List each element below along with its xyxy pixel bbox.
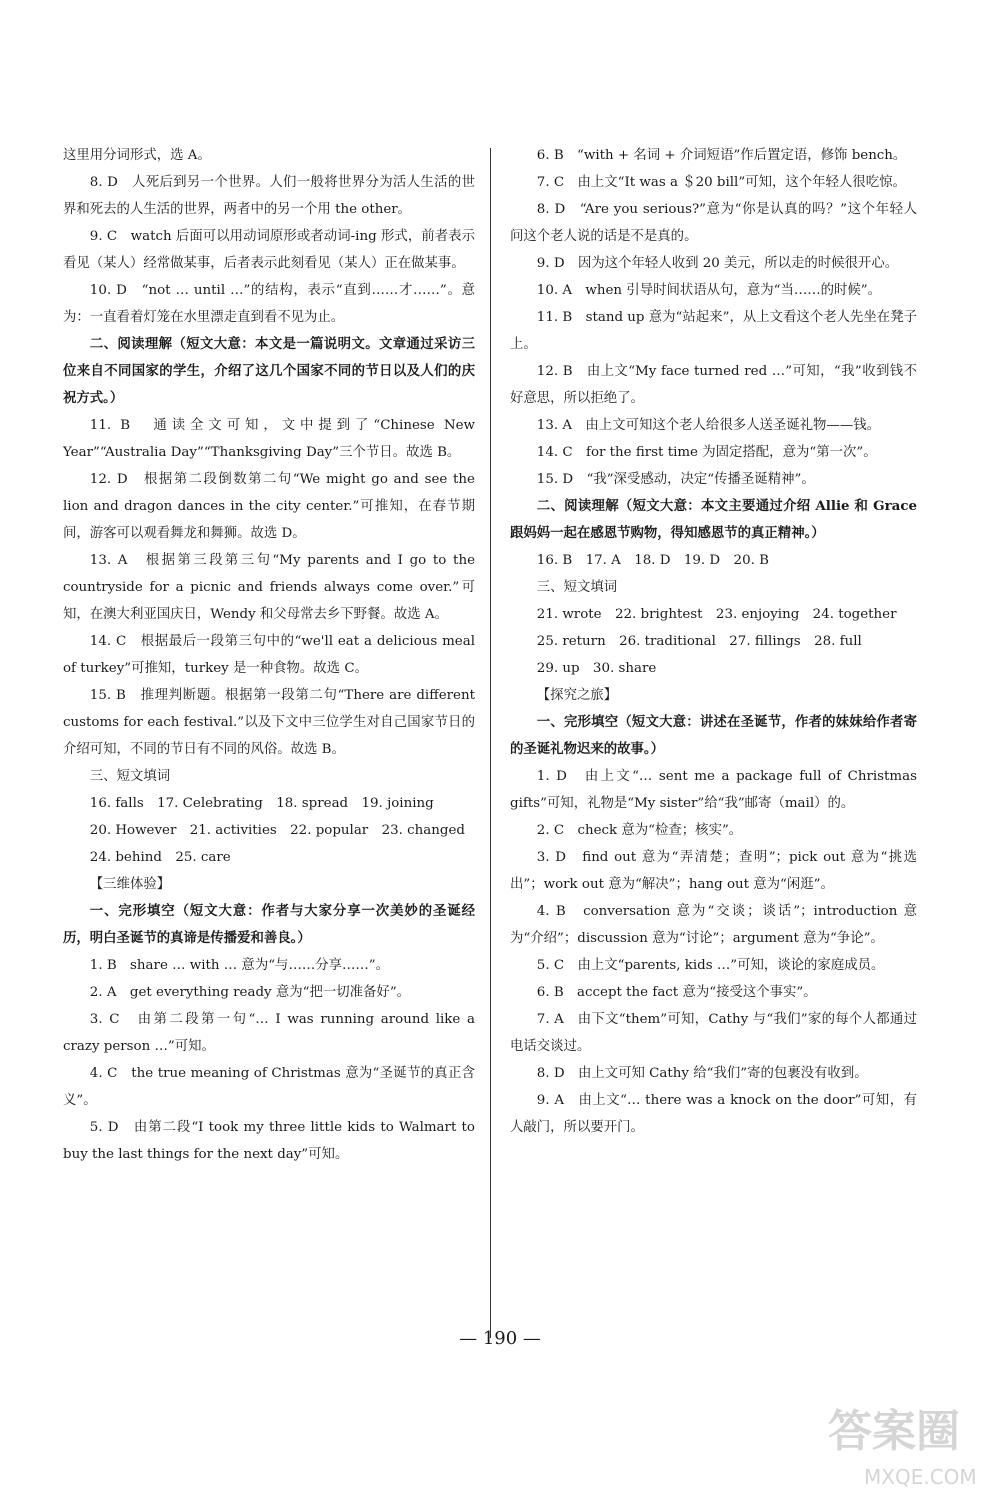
answer-paragraph: 一、完形填空（短文大意：作者与大家分享一次美妙的圣诞经历，明白圣诞节的真谛是传播爱和善良。） xyxy=(63,903,475,946)
answer-paragraph: 12. D 根据第二段倒数第二句“We might go and see the lion and dragon dances in the city center.”可推知，在春节期间，游客可以观看舞龙和舞狮。故选 D。 xyxy=(63,472,475,541)
answer-paragraph: 9. C watch 后面可以用动词原形或者动词-ing 形式，前者表示看见（某人）经常做某事，后者表示此刻看见（某人）正在做某事。 xyxy=(63,229,475,271)
answer-paragraph: 15. D “我”深受感动，决定“传播圣诞精神”。 xyxy=(536,472,815,487)
answer-paragraph: 7. A 由下文“them”可知，Cathy 与“我们”家的每个人都通过电话交谈过。 xyxy=(510,1012,917,1054)
answer-paragraph: 6. B accept the fact 意为“接受这个事实”。 xyxy=(536,985,817,1000)
answer-paragraph: 6. B “with + 名词 + 介词短语”作后置定语，修饰 bench。 xyxy=(536,148,907,163)
right-column xyxy=(510,142,917,1141)
answer-paragraph: 1. B share … with … 意为“与……分享……”。 xyxy=(89,958,390,973)
answer-paragraph: 11. B 通读全文可知，文中提到了“Chinese New Year”“Australia Day”“Thanksgiving Day”三个节日。故选 B。 xyxy=(63,418,475,460)
answer-paragraph: 14. C for the first time 为固定搭配，意为“第一次”。 xyxy=(536,445,877,460)
answer-paragraph: 5. D 由第二段“I took my three little kids to Walmart to buy the last things for the next day”可知。 xyxy=(63,1120,475,1162)
page-number: — 190 — xyxy=(459,1328,541,1349)
answer-paragraph: 12. B 由上文“My face turned red …”可知，“我”收到钱不好意思，所以拒绝了。 xyxy=(510,364,917,406)
answer-paragraph: 10. D “not … until …”的结构，表示“直到……才……”。意为：一直看着灯笼在水里漂走直到看不见为止。 xyxy=(63,283,475,325)
answer-paragraph: 20. However 21. activities 22. popular 23. changed xyxy=(89,823,465,838)
answer-paragraph: 三、短文填词 xyxy=(536,580,618,595)
watermark-title: 答案圈 xyxy=(828,1406,960,1457)
left-column xyxy=(63,142,475,1168)
answer-paragraph: 二、阅读理解（短文大意：本文主要通过介绍 Allie 和 Grace 跟妈妈一起在感恩节购物，得知感恩节的真正精神。） xyxy=(510,498,917,541)
answer-paragraph: 11. B stand up 意为“站起来”，从上文看这个老人先坐在凳子上。 xyxy=(510,310,917,352)
answer-paragraph: 【三维体验】 xyxy=(89,877,171,892)
watermark-logo xyxy=(822,1384,992,1494)
answer-paragraph: 14. C 根据最后一段第三句中的“we'll eat a delicious meal of turkey”可推知，turkey 是一种食物。故选 C。 xyxy=(63,634,475,676)
answer-paragraph: 5. C 由上文“parents, kids …”可知，谈论的家庭成员。 xyxy=(536,958,885,973)
answer-paragraph: 13. A 由上文可知这个老人给很多人送圣诞礼物——钱。 xyxy=(536,418,881,433)
answer-paragraph: 9. D 因为这个年轻人收到 20 美元，所以走的时候很开心。 xyxy=(536,256,899,271)
answer-paragraph: 1. D 由上文“… sent me a package full of Christmas gifts”可知，礼物是“My sister”给“我”邮寄（mail）的。 xyxy=(510,769,917,811)
answer-paragraph: 2. C check 意为“检查；核实”。 xyxy=(536,823,743,838)
answer-paragraph: 25. return 26. traditional 27. fillings 28. full xyxy=(536,634,862,649)
answer-paragraph: 21. wrote 22. brightest 23. enjoying 24. together xyxy=(536,607,897,622)
answer-paragraph: 二、阅读理解（短文大意：本文是一篇说明文。文章通过采访三位来自不同国家的学生，介绍了这几个国家不同的节日以及人们的庆祝方式。） xyxy=(63,336,475,406)
column-divider xyxy=(490,148,491,1338)
answer-paragraph: 3. D find out 意为“弄清楚；查明”；pick out 意为“挑选出”；work out 意为“解决”；hang out 意为“闲逛”。 xyxy=(510,850,917,892)
answer-paragraph: 3. C 由第二段第一句“… I was running around like a crazy person …”可知。 xyxy=(63,1012,475,1054)
answer-paragraph: 7. C 由上文“It was a ＄20 bill”可知，这个年轻人很吃惊。 xyxy=(536,175,906,190)
answer-paragraph: 2. A get everything ready 意为“把一切准备好”。 xyxy=(89,985,411,1000)
watermark-url: MXQE.COM xyxy=(864,1465,977,1489)
answer-paragraph: 8. D 由上文可知 Cathy 给“我们”寄的包裹没有收到。 xyxy=(536,1066,868,1081)
answer-paragraph: 13. A 根据第三段第三句“My parents and I go to the countryside for a picnic and friends always come over.”可知，在澳大利亚国庆日，Wendy 和父母常去乡下野餐。故选 A。 xyxy=(63,553,475,622)
answer-paragraph: 15. B 推理判断题。根据第一段第二句“There are different customs for each festival.”以及下文中三位学生对自己国家节日的介绍可知，不同的节日有不同的风俗。故选 B。 xyxy=(63,688,475,757)
answer-paragraph: 16. B 17. A 18. D 19. D 20. B xyxy=(536,553,769,568)
answer-paragraph: 24. behind 25. care xyxy=(89,850,231,865)
answer-paragraph: 10. A when 引导时间状语从句，意为“当……的时候”。 xyxy=(536,283,882,298)
answer-paragraph: 16. falls 17. Celebrating 18. spread 19. joining xyxy=(89,796,434,811)
answer-paragraph: 这里用分词形式，选 A。 xyxy=(63,148,211,163)
answer-paragraph: 4. C the true meaning of Christmas 意为“圣诞节的真正含义”。 xyxy=(63,1066,475,1108)
answer-paragraph: 三、短文填词 xyxy=(89,769,171,784)
answer-paragraph: 29. up 30. share xyxy=(536,661,657,676)
answer-paragraph: 8. D “Are you serious?”意为“你是认真的吗？”这个年轻人问这个老人说的话是不是真的。 xyxy=(510,202,917,244)
answer-paragraph: 【探究之旅】 xyxy=(536,688,618,703)
answer-paragraph: 一、完形填空（短文大意：讲述在圣诞节，作者的妹妹给作者寄的圣诞礼物迟来的故事。） xyxy=(510,714,917,757)
answer-paragraph: 8. D 人死后到另一个世界。人们一般将世界分为活人生活的世界和死去的人生活的世界，两者中的另一个用 the other。 xyxy=(63,175,475,217)
answer-paragraph: 4. B conversation 意为“交谈；谈话”；introduction 意为“介绍”；discussion 意为“讨论”；argument 意为“争论”。 xyxy=(510,904,917,946)
answer-paragraph: 9. A 由上文“… there was a knock on the door”可知，有人敲门，所以要开门。 xyxy=(510,1093,917,1135)
